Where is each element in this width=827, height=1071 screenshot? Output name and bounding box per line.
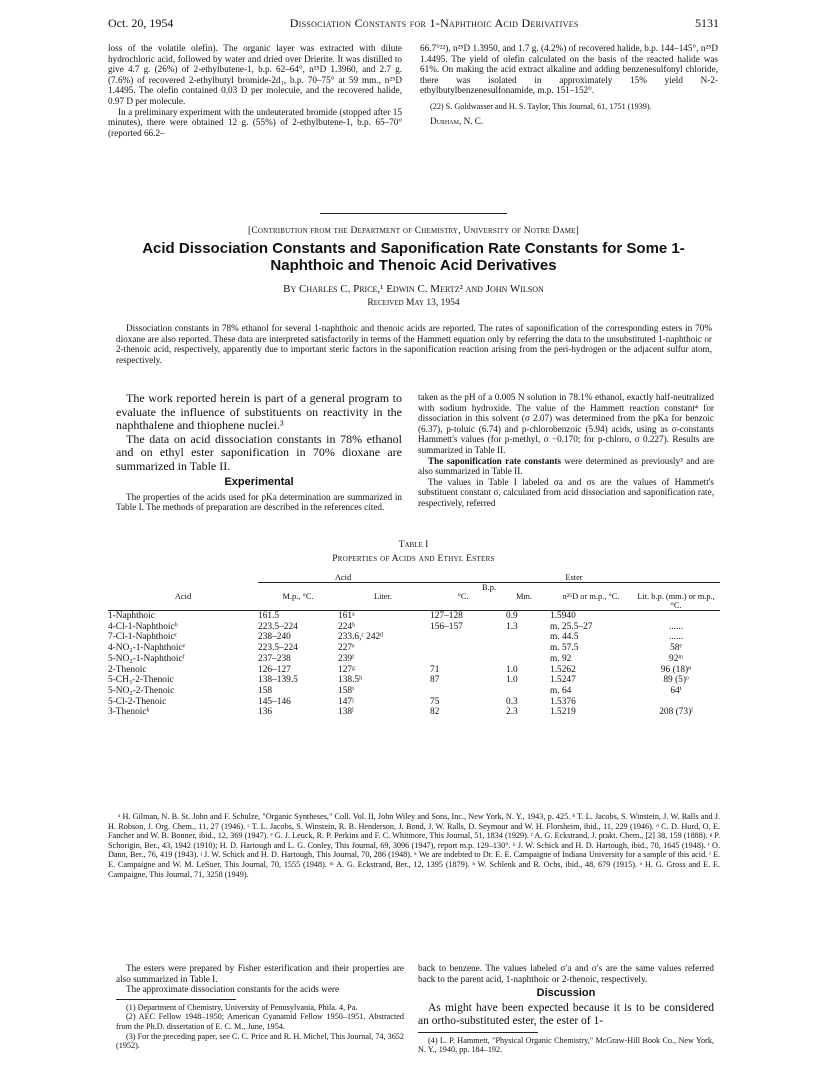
table-cell: 126–127 [258, 664, 291, 675]
contribution-line: [Contribution from the Department of Chemistry, University of Notre Dame] [247, 226, 580, 236]
table-cell: 2-Thenoic [108, 664, 147, 675]
table-cell: 136 [258, 707, 273, 718]
col-header-mm: Mm. [515, 592, 533, 601]
col-header-mp: M.p., °C. [282, 592, 314, 601]
table-row [108, 686, 720, 697]
table-cell: 1.5940 [550, 611, 576, 621]
table-cell: 227ᵉ [338, 643, 355, 654]
bottom-right-column [418, 963, 714, 1055]
footnote-rule [116, 999, 236, 1000]
table-cell [498, 643, 550, 654]
table-cell: 127–128 [430, 611, 463, 621]
right-paragraph-2: were determined as previously³ and are also summarized in Table II. [418, 455, 714, 477]
footnote-4: (4) L. P. Hammett, "Physical Organic Chemistry," McGraw-Hill Book Co., New York, N. Y., 1940, pp. 184–192. [418, 1035, 714, 1055]
table-row [108, 611, 720, 622]
authors-line: By Charles C. Price,¹ Edwin C. Mertz² and John Wilson [283, 283, 544, 295]
right-paragraph-3: The values in Table I labeled σa and σs are the values of Hammett's substituent constant σ, calculated from acid dissociation and saponification rate, respectively, referred [418, 476, 714, 508]
table-cell: 1.5219 [550, 707, 576, 718]
table-cell: 147ʲ [338, 696, 354, 707]
prev-paragraph-2: In a preliminary experiment with the undeuterated bromide (stopped after 15 minutes), there were obtained 12 g. (55%) of 2-ethylbutene-1, b.p. 65–70° (reported 66.2– [108, 106, 402, 138]
right-paragraph-1: taken as the pH of a 0.005 N solution in 78.1% ethanol, exactly half-neutralized with sodium hydroxide. The value of the Hammett reaction constant⁴ for dissociation in this solvent (σ 2.07) was determined from the pKa for benzoic (6.37), p-toluic (6.74) and p-chlorobenzoic (5.94) acids, using as σ-constants Hammett's values (for p-methyl, σ −0.170; for p-chloro, σ 0.227). Results are summarized in Table II. [418, 392, 714, 455]
table-cell: ...... [668, 632, 684, 643]
table-cell: 238–240 [258, 632, 291, 643]
table-cell: 3-Thenoicᵏ [108, 707, 150, 718]
table-cell: 7-Cl-1-Naphthoicᶜ [108, 632, 178, 643]
table-cell: 1.5376 [550, 696, 576, 707]
table-cell: 239ᶠ [338, 653, 355, 664]
table-cell: 161ᵃ [338, 611, 355, 621]
table-footnotes-text: ᵃ H. Gilman, N. B. St. John and F. Schulze, "Organic Syntheses," Coll. Vol. II, John Wiley and Sons, Inc., New York, N. Y., 1943, p. 425. ᵇ T. L. Jacobs, S. Winstein, J. W. Ralls and J. H. Robson, J. Org. Chem., 11, 27 (1946). ᶜ T. L. Jacobs, S. Winstein, R. B. Henderson, J. Bond, J. W. Ralls, D. Seymour and W. H. Florsheim, ibid., 11, 229 (1946). ᵈ C. D. Hurd, O. E. Fancher and W. B. Bonner, ibid., 12, 369 (1947). ᵉ G. J. Leuck, R. P. Perkins and F. C. Whitmore, This Journal, 51, 1834 (1929). ᶠ A. G. Eckstrand, J. prakt. Chem., [2] 38, 159 (1888). ᵍ P. Schorigin, Ber., 43, 1942 (1910); H. D. Hartough and L. G. Conley, This Journal, 69, 3096 (1947), report m.p. 129–130°. ʰ J. W. Schick and H. D. Hartough, ibid., 70, 1645 (1948). ⁱ O. Dann, Ber., 76, 419 (1943). ʲ J. W. Schick and H. D. Hartough, This Journal, 70, 286 (1948). ᵏ We are indebted to Dr. E. E. Campaigne of Indiana University for a sample of this acid. ˡ E. E. Campaigne and W. M. LeSuer, This Journal, 70, 1555 (1948). ᵐ A. G. Eckstrand, Ber., 12, 1395 (1879). ⁿ W. Schlenk and R. Ochs, ibid., 48, 679 (1915). ᵒ H. G. Gross and E. E. Campaigne, This Journal, 71, 3258 (1949). [108, 812, 720, 879]
footnote-rule-right [418, 1032, 538, 1033]
col-header-lit: Lit. b.p. (mm.) or m.p., °C. [637, 592, 715, 610]
col-header-liter: Liter. [374, 592, 392, 601]
received-date: Received May 13, 1954 [367, 298, 460, 308]
prev-article-right-column [420, 43, 718, 126]
table-caption: Table I [398, 540, 429, 550]
table-row [108, 707, 720, 718]
table-row [108, 665, 720, 676]
table-cell: 1.0 [506, 675, 518, 686]
table-subtitle: Properties of Acids and Ethyl Esters [332, 554, 495, 564]
table-cell: m. 44.5 [550, 632, 579, 643]
table-cell: 5-NO₂-2-Thenoic [108, 685, 175, 696]
footnote-3: (3) For the preceding paper, see C. C. Price and R. H. Michel, This Journal, 74, 3652 (1952). [116, 1031, 404, 1051]
table-cell: 4-NO₂-1-Naphthoicᵉ [108, 643, 186, 654]
right-paragraph-2-bold: The saponification rate constants [428, 455, 562, 466]
table-cell: 237–238 [258, 653, 291, 664]
table-cell: 58ᵉ [670, 643, 682, 654]
table-cell: 145–146 [258, 696, 291, 707]
table-cell: 92ᵐ [669, 653, 683, 664]
abstract [116, 323, 712, 365]
table-cell: 158 [258, 685, 273, 696]
table-cell: 0.3 [506, 696, 518, 707]
prev-paragraph-3: 66.7°²²), n²⁵D 1.3950, and 1.7 g. (4.2%) of recovered halide, b.p. 144–145°, n²⁵D 1.4495. The yield of olefin calculated on the basis of the reacted halide was 61%. On making the acid extract alkaline and adding benzenesulfonyl chloride, there was isolated in approximately 15% yield N-2-ethylbutylbenzenesulfonamide, m.p. 151–152°. [420, 43, 718, 96]
table-cell: 223.5–224 [258, 621, 298, 632]
table-subheader-row [108, 583, 720, 593]
table-cell: 156–157 [430, 621, 463, 632]
place-signoff: Durham, N. C. [430, 115, 484, 126]
table-cell: 87 [430, 675, 440, 686]
prev-paragraph-1: loss of the volatile olefin). The organic layer was extracted with dilute hydrochloric acid, followed by water and dried over Drierite. It was distilled to give 4.7 g. (26%) of 2-ethylbutene-1, b.p. 62–64°, n²⁵D 1.3960, and 2.7 g. (7.6%) of recovered 2-ethylbutyl bromide-2d₁, b.p. 70–75° at 59 mm., n²⁵D 1.4495. The olefin contained 0.03 D per molecule, and the recovered halide, 0.97 D per molecule. [108, 43, 402, 106]
table-cell: 0.9 [506, 611, 518, 621]
article-divider [320, 213, 507, 214]
table-cell [428, 632, 498, 643]
table-cell: 158ⁱ [338, 685, 354, 696]
table-cell: 161.5 [258, 611, 280, 621]
intro-right-column [418, 392, 714, 509]
experimental-heading: Experimental [224, 476, 294, 488]
intro-left-column [116, 392, 402, 513]
table-cell: 89 (5)ᵒ [663, 675, 689, 686]
table-group-header-row [108, 573, 720, 583]
table-cell [428, 686, 498, 697]
table-row [108, 632, 720, 643]
table-cell: 1.0 [506, 664, 518, 675]
table-cell [498, 686, 550, 697]
table-cell: 138ˡ [338, 707, 354, 718]
table-cell: 64ⁱ [670, 685, 682, 696]
table-cell [428, 654, 498, 665]
table-cell: ...... [668, 621, 684, 632]
table-row [108, 697, 720, 708]
bottom-left-column [116, 963, 404, 1051]
table-cell: m. 25.5–27 [550, 621, 593, 632]
table-cell: 1.3 [506, 621, 518, 632]
table-cell [632, 697, 720, 708]
table-cell [428, 643, 498, 654]
properties-table [108, 573, 720, 718]
table-cell: m. 64 [550, 685, 572, 696]
footnote-1: (1) Department of Chemistry, University of Pennsylvania, Phila. 4, Pa. [126, 1002, 358, 1012]
table-cell: 96 (18)ⁿ [660, 664, 692, 675]
table-cell [632, 611, 720, 622]
article-title: Acid Dissociation Constants and Saponification Rate Constants for Some 1-Naphthoic and Thenoic Acid Derivatives [142, 240, 685, 274]
table-cell: 4-Cl-1-Naphthoicᵇ [108, 621, 178, 632]
intro-paragraph-1: The work reported herein is part of a general program to evaluate the influence of substituents on reactivity in the naphthalene and thiophene nuclei.³ [116, 391, 402, 432]
table-row [108, 654, 720, 665]
table-cell: m. 57.5 [550, 643, 579, 654]
running-header [108, 16, 719, 31]
table-cell: 208 (73)ˡ [659, 707, 693, 718]
back-to-benzene-paragraph: back to benzene. The values labeled σ′a and σ′s are the same values referred back to the parent acid, 1-naphthoic or 2-thenoic, respectively. [418, 963, 714, 984]
footnote-22: (22) S. Goldwasser and H. S. Taylor, This Journal, 61, 1751 (1939). [430, 101, 652, 111]
discussion-heading: Discussion [536, 987, 596, 1000]
table-cell: 223.5–224 [258, 643, 298, 654]
abstract-text: Dissociation constants in 78% ethanol for several 1-naphthoic and thenoic acids are reported. The rates of saponification of the corresponding esters in 70% dioxane are also reported. These data are interpreted satisfactorily in terms of the Hammett equation only by referring the data to the unsubstituted 1-naphthoic or 2-thenoic acid, respectively, apparently due to important steric factors in the saponification reaction arising from the peri-hydrogen or the adjacent sulfur atom, respectively. [116, 323, 712, 365]
table-cell: 224ᵇ [338, 621, 355, 632]
bp-header: B.p. [482, 583, 496, 592]
table-cell: 1.5247 [550, 675, 576, 686]
table-cell: 1-Naphthoic [108, 611, 155, 621]
table-cell: 5-CH₃-2-Thenoic [108, 675, 174, 686]
table-cell [498, 654, 550, 665]
table-cell [498, 632, 550, 643]
group-header-ester: Ester [428, 573, 720, 583]
table-cell: 233.6,ᶜ 242ᵈ [338, 632, 384, 643]
table-row [108, 622, 720, 633]
table-cell: 2.3 [506, 707, 518, 718]
table-cell: 75 [430, 696, 440, 707]
footnote-2: (2) AEC Fellow 1948–1950; American Cyanamid Fellow 1950–1951. Abstracted from the Ph.D. dissertation of E. C. M., June, 1954. [116, 1012, 404, 1031]
header-date: Oct. 20, 1954 [108, 16, 174, 30]
table-cell: 5-NO₂-1-Naphthoicᶠ [108, 653, 185, 664]
table-cell: m. 92 [550, 653, 572, 664]
table-cell: 1.5262 [550, 664, 576, 675]
group-header-acid: Acid [258, 573, 428, 583]
intro-paragraph-2: The data on acid dissociation constants in 78% ethanol and on ethyl ester saponification in 70% dioxane are summarized in Table II. [116, 431, 402, 473]
table-cell: 5-Cl-2-Thenoic [108, 696, 167, 707]
header-running-title: Dissociation Constants for 1-Naphthoic Acid Derivatives [289, 16, 579, 30]
dissociation-paragraph: The approximate dissociation constants for the acids were [126, 984, 340, 995]
table-cell: 127ᵍ [338, 664, 355, 675]
table-cell: 138.5ʰ [338, 675, 363, 686]
table-footnotes [108, 812, 720, 879]
esters-paragraph: The esters were prepared by Fisher esterification and their properties are also summarized in Table I. [116, 963, 404, 984]
prev-article-left-column [108, 43, 402, 138]
table-row [108, 643, 720, 654]
table-cell: 71 [430, 664, 440, 675]
header-page-number: 5131 [695, 16, 719, 30]
discussion-paragraph: As might have been expected because it is to be considered an ortho-substituted ester, the ester of 1- [418, 1001, 714, 1027]
table-header-row [108, 592, 720, 611]
col-header-acid: Acid [174, 592, 192, 601]
table-cell: 82 [430, 707, 440, 718]
table-body [108, 611, 720, 719]
table-row [108, 675, 720, 686]
table-cell: 138–139.5 [258, 675, 298, 686]
col-header-nd-mp: n²⁵D or m.p., °C. [562, 592, 620, 601]
experimental-paragraph: The properties of the acids used for pKa determination are summarized in Table I. The methods of preparation are described in the references cited. [116, 491, 402, 513]
col-header-bp-c: °C. [457, 592, 469, 601]
